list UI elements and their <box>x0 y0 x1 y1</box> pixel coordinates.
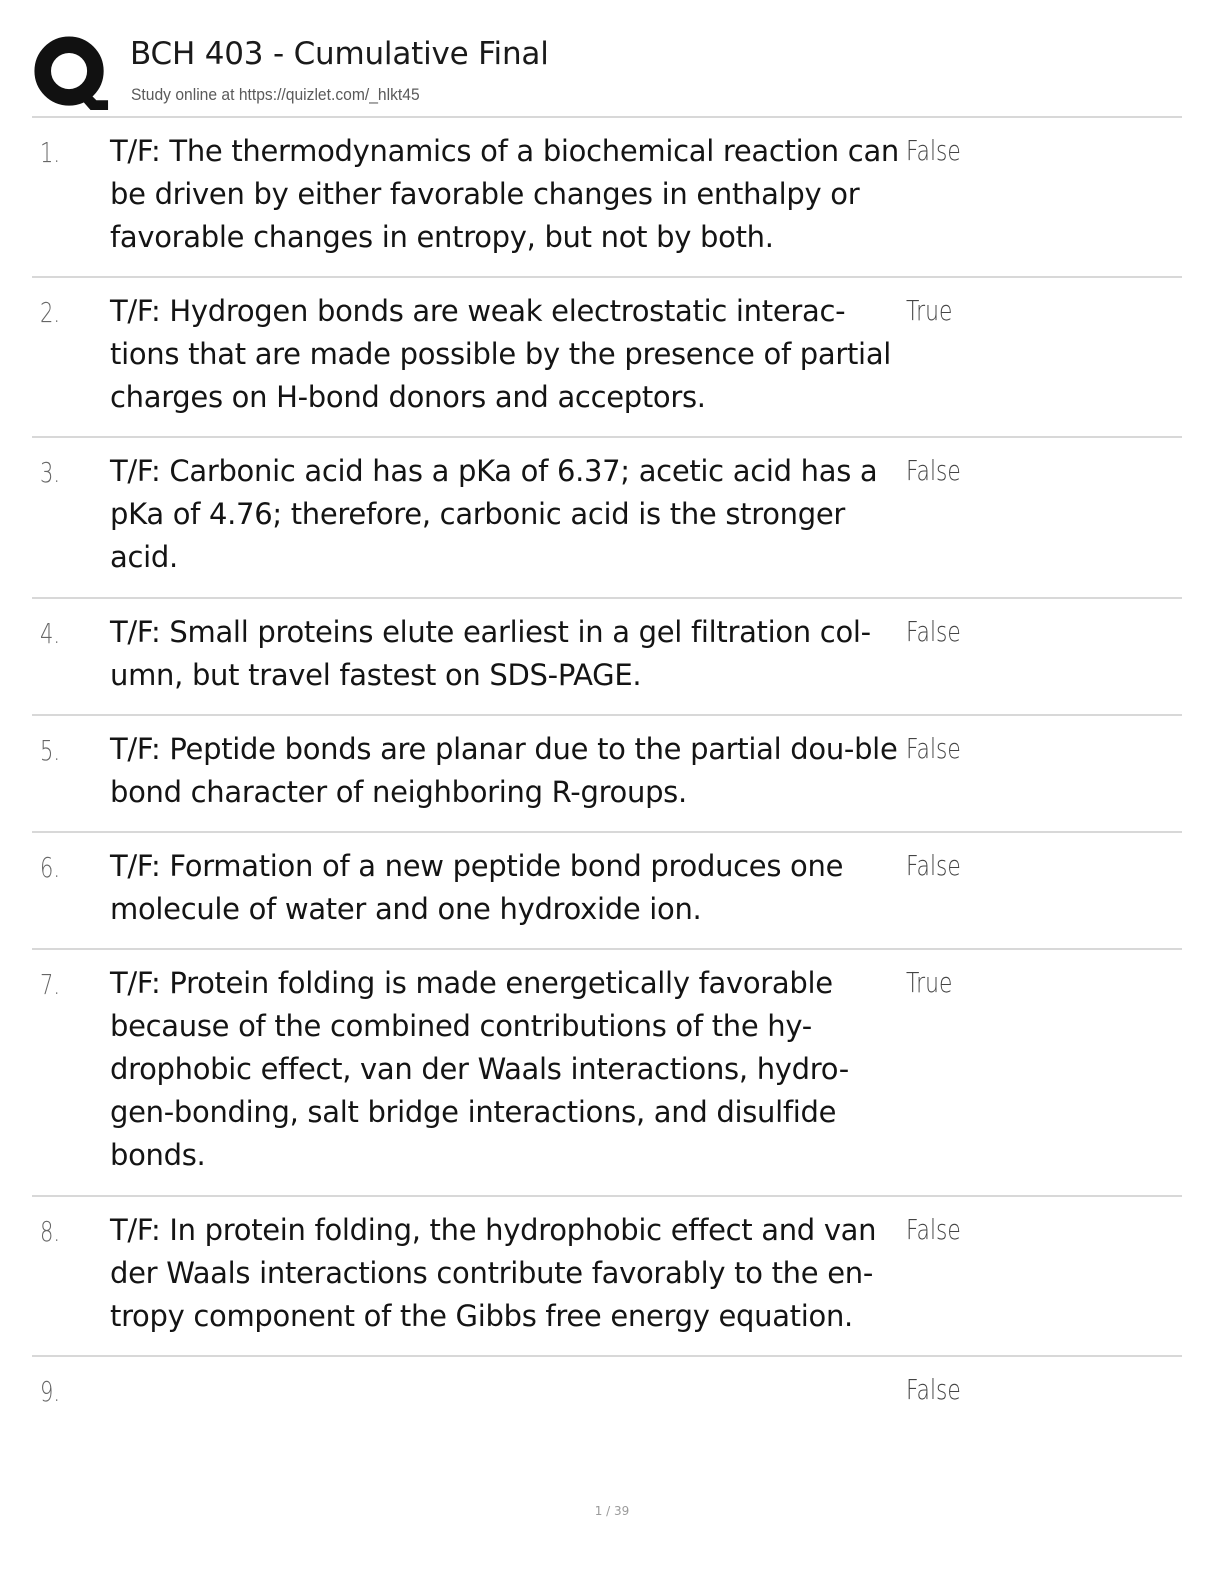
flashcard <box>32 833 1182 950</box>
card-number: 9. <box>40 1375 61 1408</box>
card-number: 3. <box>40 456 61 489</box>
card-definition: False <box>906 134 961 167</box>
card-number: 7. <box>40 968 61 1001</box>
card-definition: False <box>906 1213 961 1246</box>
flashcard <box>32 118 1182 278</box>
card-term: T/F: Formation of a new peptide bond produces one molecule of water and one hydroxide ion. <box>110 849 844 926</box>
card-definition: False <box>906 615 961 648</box>
card-number: 1. <box>40 136 61 169</box>
flashcard <box>32 950 1182 1197</box>
card-term: T/F: Hydrogen bonds are weak electrostatic interac-tions that are made possible by the presence of partial charges on H-bond donors and acceptors. <box>110 294 892 414</box>
card-number: 2. <box>40 296 61 329</box>
flashcard <box>32 1357 1182 1457</box>
flashcard <box>32 599 1182 716</box>
card-term: T/F: Small proteins elute earliest in a gel filtration col-umn, but travel fastest on SDS-PAGE. <box>110 615 871 692</box>
card-definition: False <box>906 849 961 882</box>
card-term: T/F: Carbonic acid has a pKa of 6.37; acetic acid has a pKa of 4.76; therefore, carbonic acid is the stronger acid. <box>110 454 878 574</box>
page-title: BCH 403 - Cumulative Final <box>130 36 549 72</box>
card-definition: False <box>906 732 961 765</box>
header <box>32 30 1182 118</box>
card-definition: False <box>906 1373 961 1406</box>
flashcard-list <box>32 118 1182 1457</box>
card-term: T/F: Protein folding is made energetically favorable because of the combined contributions of the hy-drophobic effect, van der Waals interactions, hydro-gen-bonding, salt bridge interactions, and disulfide bonds. <box>110 966 849 1172</box>
card-term: T/F: The thermodynamics of a biochemical reaction can be driven by either favorable changes in enthalpy or favorable changes in entropy, but not by both. <box>110 134 899 254</box>
card-number: 6. <box>40 851 61 884</box>
card-term: T/F: In protein folding, the hydrophobic effect and van der Waals interactions contribute favorably to the en-tropy component of the Gibbs free energy equation. <box>110 1213 877 1333</box>
card-definition: True <box>906 294 953 327</box>
card-number: 4. <box>40 617 61 650</box>
page-number: 1 / 39 <box>594 1504 630 1518</box>
card-term: T/F: Peptide bonds are planar due to the partial dou-ble bond character of neighboring R-groups. <box>110 732 898 809</box>
quizlet-logo-icon <box>32 34 110 112</box>
flashcard <box>32 716 1182 833</box>
study-online-link[interactable]: Study online at https://quizlet.com/_hlkt45 <box>131 85 420 104</box>
card-number: 5. <box>40 734 61 767</box>
card-definition: True <box>906 966 953 999</box>
card-number: 8. <box>40 1215 61 1248</box>
flashcard <box>32 1197 1182 1357</box>
flashcard <box>32 438 1182 599</box>
flashcard <box>32 278 1182 438</box>
card-definition: False <box>906 454 961 487</box>
